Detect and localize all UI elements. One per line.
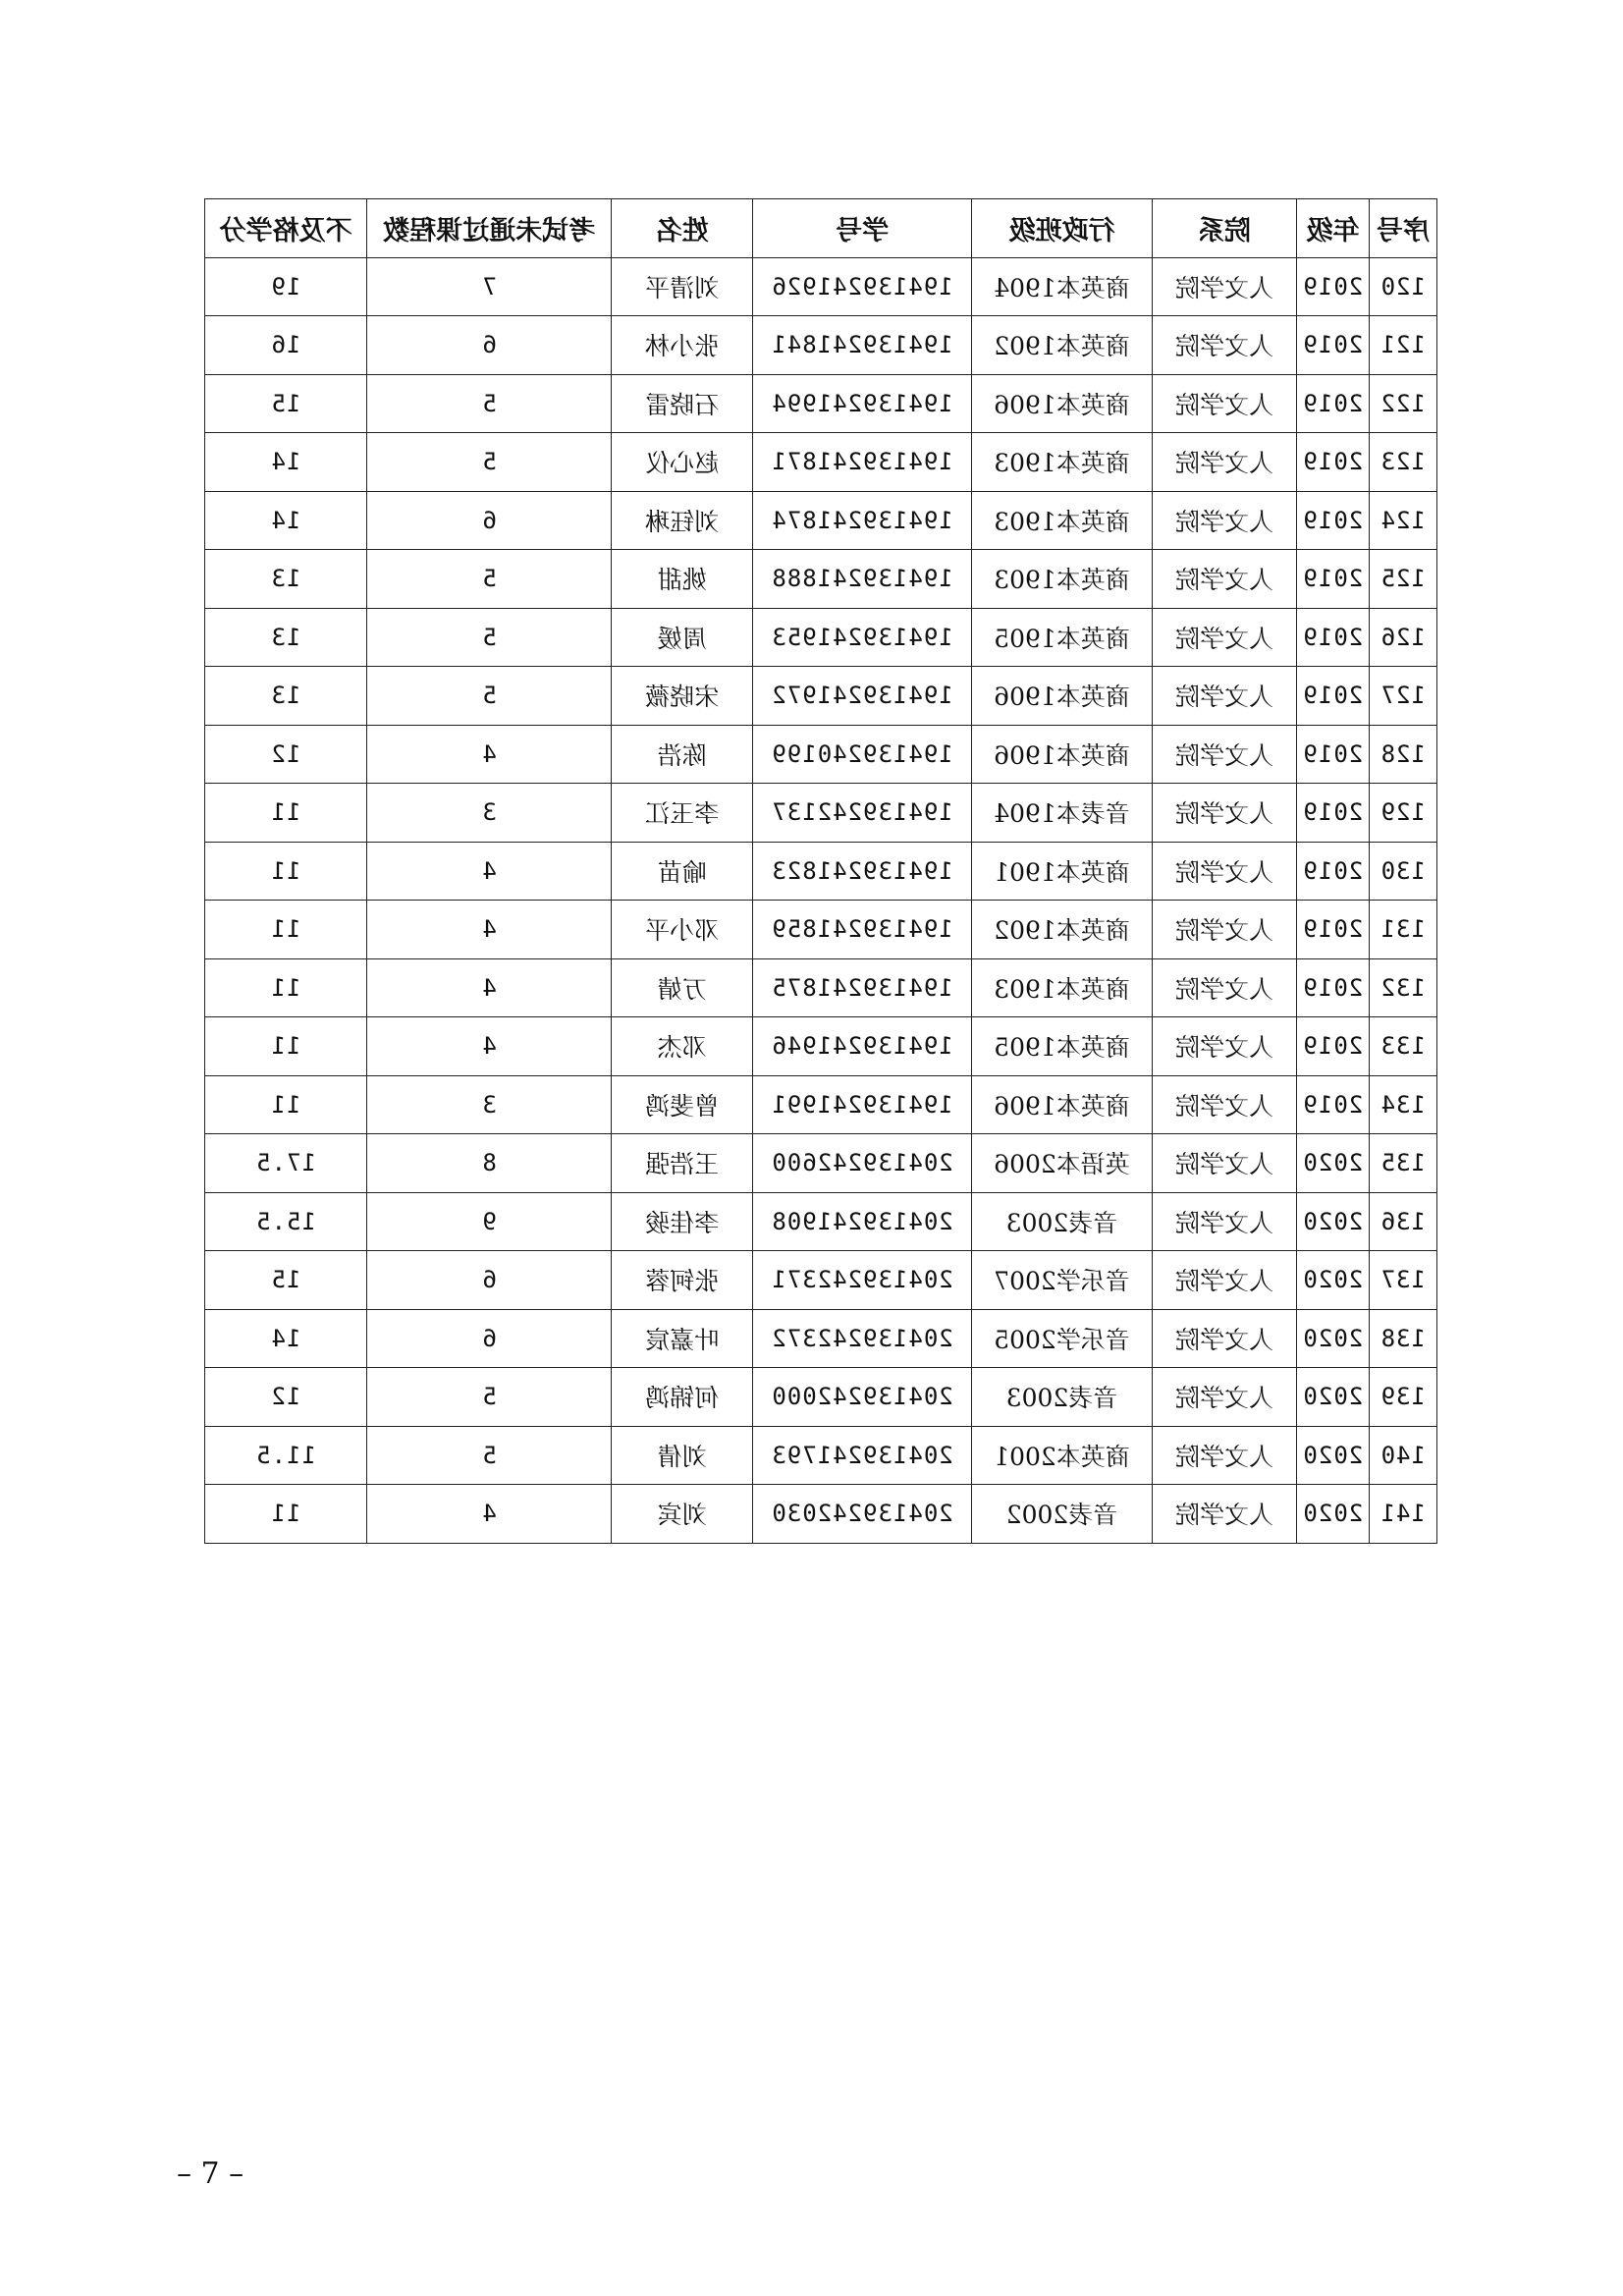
col-name-cell: 刘倩 <box>612 1426 753 1485</box>
table-row <box>205 1134 1437 1193</box>
col-dept-cell: 人文学院 <box>1152 1192 1296 1251</box>
col-grade-cell: 2019 <box>1297 374 1370 433</box>
col-dept-cell: 人文学院 <box>1152 433 1296 492</box>
col-failed-courses-cell: 6 <box>367 316 612 375</box>
table-row <box>205 316 1437 375</box>
col-failed-courses-cell: 7 <box>367 257 612 316</box>
col-seq-cell: 132 <box>1369 958 1436 1017</box>
col-dept-cell: 人文学院 <box>1152 1075 1296 1134</box>
col-seq-cell: 135 <box>1369 1134 1436 1193</box>
table-row <box>205 1426 1437 1485</box>
failing-credits-table <box>204 198 1437 1544</box>
col-name-cell: 宋晓薇 <box>612 667 753 726</box>
col-class-cell: 音表2002 <box>972 1485 1153 1544</box>
col-name-cell: 石晓雷 <box>612 374 753 433</box>
col-failed-courses-cell: 3 <box>367 1075 612 1134</box>
col-seq-cell: 138 <box>1369 1309 1436 1368</box>
col-name-cell: 王浩强 <box>612 1134 753 1193</box>
col-name-cell: 邓小平 <box>612 901 753 959</box>
col-grade-cell: 2019 <box>1297 491 1370 550</box>
col-class-cell: 商英本1906 <box>972 1075 1153 1134</box>
col-class-cell: 商英本1906 <box>972 374 1153 433</box>
col-name-cell: 喻苗 <box>612 842 753 901</box>
col-grade-cell: 2019 <box>1297 725 1370 784</box>
table-row <box>205 784 1437 843</box>
col-seq-cell: 125 <box>1369 550 1436 609</box>
col-failed-courses-cell: 4 <box>367 1017 612 1076</box>
col-grade-cell: 2019 <box>1297 1075 1370 1134</box>
table-row <box>205 433 1437 492</box>
col-dept-cell: 人文学院 <box>1152 1251 1296 1310</box>
col-failed-courses-cell: 5 <box>367 1368 612 1427</box>
col-student-id-cell: 204139242371 <box>753 1251 972 1310</box>
col-grade-cell: 2020 <box>1297 1368 1370 1427</box>
col-dept-cell: 人文学院 <box>1152 1017 1296 1076</box>
col-student-id-cell: 194139241823 <box>753 842 972 901</box>
col-failed-credits-cell: 16 <box>205 316 367 375</box>
col-student-id-cell: 194139241991 <box>753 1075 972 1134</box>
col-student-id-cell: 204139242372 <box>753 1309 972 1368</box>
col-grade-cell: 2020 <box>1297 1134 1370 1193</box>
col-failed-courses-cell: 5 <box>367 374 612 433</box>
col-name-header: 姓名 <box>612 199 753 258</box>
page-number: – 7 – <box>177 2157 244 2191</box>
col-class-cell: 音表2003 <box>972 1368 1153 1427</box>
col-student-id-cell: 204139242600 <box>753 1134 972 1193</box>
col-grade-cell: 2019 <box>1297 842 1370 901</box>
col-failed-courses-cell: 4 <box>367 958 612 1017</box>
col-student-id-cell: 194139241972 <box>753 667 972 726</box>
col-seq-cell: 123 <box>1369 433 1436 492</box>
col-failed-courses-cell: 4 <box>367 1485 612 1544</box>
col-class-cell: 商英本1906 <box>972 725 1153 784</box>
col-dept-cell: 人文学院 <box>1152 842 1296 901</box>
col-seq-header: 序号 <box>1369 199 1436 258</box>
col-failed-credits-cell: 14 <box>205 491 367 550</box>
col-class-header: 行政班级 <box>972 199 1153 258</box>
col-student-id-cell: 194139241874 <box>753 491 972 550</box>
col-failed-credits-cell: 11.5 <box>205 1426 367 1485</box>
col-failed-credits-cell: 13 <box>205 550 367 609</box>
col-failed-credits-cell: 11 <box>205 1485 367 1544</box>
col-student-id-cell: 194139241994 <box>753 374 972 433</box>
col-failed-courses-cell: 4 <box>367 725 612 784</box>
col-seq-cell: 131 <box>1369 901 1436 959</box>
col-failed-courses-cell: 5 <box>367 433 612 492</box>
col-failed-courses-cell: 3 <box>367 784 612 843</box>
col-name-cell: 何锦鸿 <box>612 1368 753 1427</box>
col-dept-cell: 人文学院 <box>1152 1309 1296 1368</box>
col-name-cell: 赵心仪 <box>612 433 753 492</box>
col-class-cell: 商英本1903 <box>972 491 1153 550</box>
col-failed-credits-cell: 15 <box>205 1251 367 1310</box>
col-failed-courses-header: 考试未通过课程数 <box>367 199 612 258</box>
col-dept-cell: 人文学院 <box>1152 667 1296 726</box>
col-student-id-cell: 204139241908 <box>753 1192 972 1251</box>
col-dept-cell: 人文学院 <box>1152 491 1296 550</box>
table-row <box>205 1309 1437 1368</box>
col-student-id-cell: 194139241875 <box>753 958 972 1017</box>
col-seq-cell: 121 <box>1369 316 1436 375</box>
col-student-id-cell: 194139241888 <box>753 550 972 609</box>
col-dept-cell: 人文学院 <box>1152 725 1296 784</box>
col-grade-cell: 2019 <box>1297 550 1370 609</box>
col-failed-courses-cell: 5 <box>367 667 612 726</box>
col-failed-credits-cell: 13 <box>205 608 367 667</box>
col-student-id-cell: 194139242137 <box>753 784 972 843</box>
col-failed-credits-cell: 11 <box>205 1075 367 1134</box>
col-class-cell: 商英本1902 <box>972 316 1153 375</box>
col-student-id-cell: 194139241859 <box>753 901 972 959</box>
table-row <box>205 1251 1437 1310</box>
col-dept-header: 院系 <box>1152 199 1296 258</box>
col-student-id-cell: 194139240199 <box>753 725 972 784</box>
col-failed-credits-cell: 12 <box>205 725 367 784</box>
col-failed-credits-cell: 11 <box>205 958 367 1017</box>
col-class-cell: 商英本1906 <box>972 667 1153 726</box>
col-name-cell: 陈浩 <box>612 725 753 784</box>
col-grade-header: 年级 <box>1297 199 1370 258</box>
col-dept-cell: 人文学院 <box>1152 1368 1296 1427</box>
col-name-cell: 张钶蓉 <box>612 1251 753 1310</box>
table-header-row <box>205 199 1437 258</box>
col-name-cell: 刘宾 <box>612 1485 753 1544</box>
col-dept-cell: 人文学院 <box>1152 784 1296 843</box>
col-seq-cell: 122 <box>1369 374 1436 433</box>
col-class-cell: 商英本1905 <box>972 1017 1153 1076</box>
col-class-cell: 商英本1904 <box>972 257 1153 316</box>
col-dept-cell: 人文学院 <box>1152 374 1296 433</box>
table-row <box>205 1368 1437 1427</box>
col-grade-cell: 2019 <box>1297 784 1370 843</box>
col-failed-courses-cell: 4 <box>367 901 612 959</box>
col-student-id-cell: 204139242030 <box>753 1485 972 1544</box>
col-failed-credits-header: 不及格学分 <box>205 199 367 258</box>
col-class-cell: 商英本1903 <box>972 550 1153 609</box>
col-failed-courses-cell: 5 <box>367 550 612 609</box>
col-grade-cell: 2019 <box>1297 1017 1370 1076</box>
col-class-cell: 英语本2006 <box>972 1134 1153 1193</box>
col-grade-cell: 2019 <box>1297 433 1370 492</box>
col-seq-cell: 141 <box>1369 1485 1436 1544</box>
col-student-id-cell: 204139241793 <box>753 1426 972 1485</box>
col-name-cell: 刘钰琳 <box>612 491 753 550</box>
table-row <box>205 667 1437 726</box>
col-seq-cell: 129 <box>1369 784 1436 843</box>
table-row <box>205 1485 1437 1544</box>
col-name-cell: 曾斐鸿 <box>612 1075 753 1134</box>
col-grade-cell: 2019 <box>1297 958 1370 1017</box>
col-failed-courses-cell: 8 <box>367 1134 612 1193</box>
table-row <box>205 550 1437 609</box>
col-seq-cell: 126 <box>1369 608 1436 667</box>
col-student-id-cell: 194139241953 <box>753 608 972 667</box>
col-seq-cell: 127 <box>1369 667 1436 726</box>
table-body <box>205 257 1437 1543</box>
col-grade-cell: 2019 <box>1297 257 1370 316</box>
col-seq-cell: 136 <box>1369 1192 1436 1251</box>
col-name-cell: 叶嘉宸 <box>612 1309 753 1368</box>
col-grade-cell: 2020 <box>1297 1309 1370 1368</box>
col-dept-cell: 人文学院 <box>1152 257 1296 316</box>
col-failed-courses-cell: 5 <box>367 1426 612 1485</box>
col-failed-credits-cell: 11 <box>205 901 367 959</box>
col-name-cell: 周媛 <box>612 608 753 667</box>
col-failed-courses-cell: 4 <box>367 842 612 901</box>
col-class-cell: 商英本1902 <box>972 901 1153 959</box>
table-row <box>205 842 1437 901</box>
col-class-cell: 商英本2001 <box>972 1426 1153 1485</box>
col-student-id-cell: 204139242000 <box>753 1368 972 1427</box>
col-failed-courses-cell: 5 <box>367 608 612 667</box>
col-class-cell: 商英本1903 <box>972 958 1153 1017</box>
col-grade-cell: 2020 <box>1297 1485 1370 1544</box>
col-class-cell: 音乐学2007 <box>972 1251 1153 1310</box>
col-grade-cell: 2019 <box>1297 667 1370 726</box>
col-seq-cell: 139 <box>1369 1368 1436 1427</box>
col-failed-courses-cell: 6 <box>367 1309 612 1368</box>
col-failed-credits-cell: 14 <box>205 433 367 492</box>
col-student-id-header: 学号 <box>753 199 972 258</box>
table-row <box>205 608 1437 667</box>
col-class-cell: 商英本1903 <box>972 433 1153 492</box>
col-grade-cell: 2020 <box>1297 1192 1370 1251</box>
col-failed-credits-cell: 13 <box>205 667 367 726</box>
col-seq-cell: 130 <box>1369 842 1436 901</box>
col-grade-cell: 2020 <box>1297 1426 1370 1485</box>
col-failed-courses-cell: 6 <box>367 1251 612 1310</box>
col-seq-cell: 120 <box>1369 257 1436 316</box>
col-student-id-cell: 194139241926 <box>753 257 972 316</box>
table-row <box>205 725 1437 784</box>
col-grade-cell: 2019 <box>1297 316 1370 375</box>
col-dept-cell: 人文学院 <box>1152 1485 1296 1544</box>
col-seq-cell: 137 <box>1369 1251 1436 1310</box>
table-row <box>205 257 1437 316</box>
col-name-cell: 李玉江 <box>612 784 753 843</box>
col-grade-cell: 2020 <box>1297 1251 1370 1310</box>
table-row <box>205 374 1437 433</box>
col-failed-credits-cell: 11 <box>205 842 367 901</box>
table-row <box>205 491 1437 550</box>
col-grade-cell: 2019 <box>1297 608 1370 667</box>
col-name-cell: 李佳骏 <box>612 1192 753 1251</box>
col-student-id-cell: 194139241946 <box>753 1017 972 1076</box>
col-class-cell: 音乐学2005 <box>972 1309 1153 1368</box>
col-name-cell: 万婧 <box>612 958 753 1017</box>
col-grade-cell: 2019 <box>1297 901 1370 959</box>
col-name-cell: 张小林 <box>612 316 753 375</box>
col-failed-credits-cell: 14 <box>205 1309 367 1368</box>
table-row <box>205 1075 1437 1134</box>
col-seq-cell: 133 <box>1369 1017 1436 1076</box>
col-class-cell: 商英本1905 <box>972 608 1153 667</box>
col-name-cell: 邓杰 <box>612 1017 753 1076</box>
col-failed-credits-cell: 11 <box>205 784 367 843</box>
table-row <box>205 1017 1437 1076</box>
col-dept-cell: 人文学院 <box>1152 1134 1296 1193</box>
col-dept-cell: 人文学院 <box>1152 550 1296 609</box>
table-row <box>205 958 1437 1017</box>
col-seq-cell: 128 <box>1369 725 1436 784</box>
col-dept-cell: 人文学院 <box>1152 958 1296 1017</box>
col-seq-cell: 134 <box>1369 1075 1436 1134</box>
table-row <box>205 1192 1437 1251</box>
col-failed-credits-cell: 19 <box>205 257 367 316</box>
col-class-cell: 音表2003 <box>972 1192 1153 1251</box>
col-failed-courses-cell: 6 <box>367 491 612 550</box>
col-dept-cell: 人文学院 <box>1152 316 1296 375</box>
col-class-cell: 音表本1904 <box>972 784 1153 843</box>
col-dept-cell: 人文学院 <box>1152 608 1296 667</box>
col-name-cell: 姚甜 <box>612 550 753 609</box>
col-dept-cell: 人文学院 <box>1152 901 1296 959</box>
col-student-id-cell: 194139241871 <box>753 433 972 492</box>
col-dept-cell: 人文学院 <box>1152 1426 1296 1485</box>
col-class-cell: 商英本1901 <box>972 842 1153 901</box>
col-student-id-cell: 194139241841 <box>753 316 972 375</box>
col-name-cell: 刘清平 <box>612 257 753 316</box>
col-failed-credits-cell: 17.5 <box>205 1134 367 1193</box>
col-seq-cell: 124 <box>1369 491 1436 550</box>
col-failed-credits-cell: 15 <box>205 374 367 433</box>
col-seq-cell: 140 <box>1369 1426 1436 1485</box>
col-failed-credits-cell: 12 <box>205 1368 367 1427</box>
col-failed-credits-cell: 15.5 <box>205 1192 367 1251</box>
table-row <box>205 901 1437 959</box>
col-failed-credits-cell: 11 <box>205 1017 367 1076</box>
col-failed-courses-cell: 9 <box>367 1192 612 1251</box>
